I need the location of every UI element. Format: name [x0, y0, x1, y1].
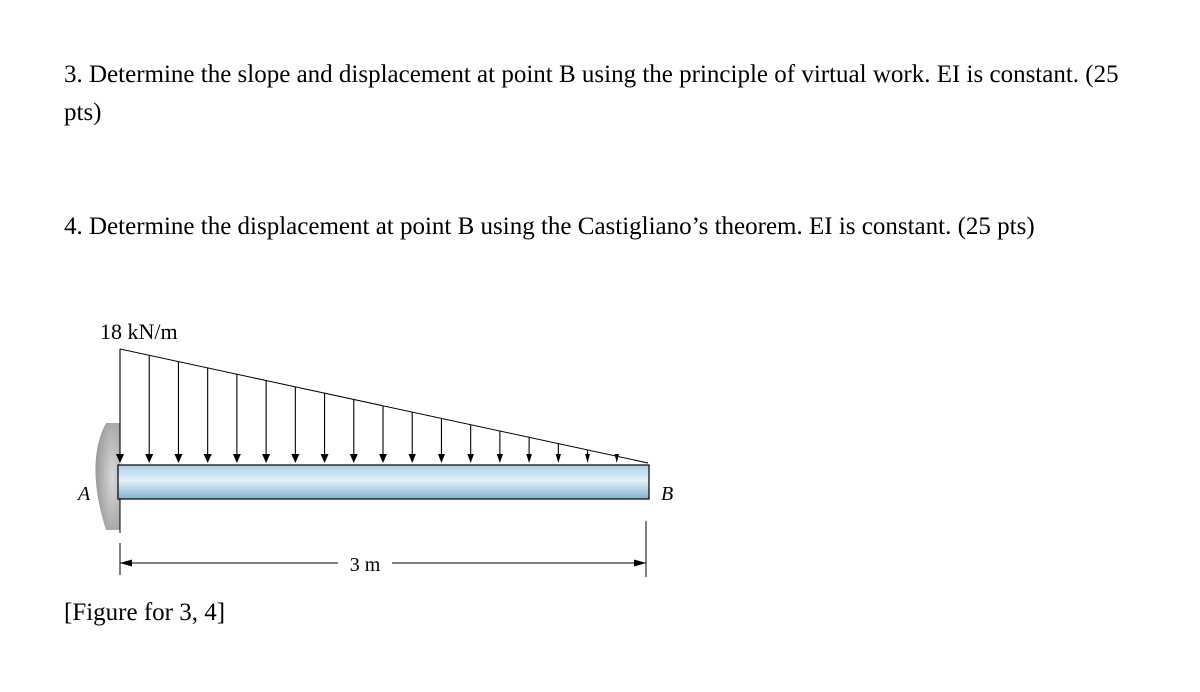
load-arrow-head [145, 454, 153, 463]
fixed-support-wall [95, 423, 120, 530]
dimension-arrow-right [634, 560, 646, 567]
figure-caption: [Figure for 3, 4] [64, 599, 226, 626]
load-arrow-head [291, 454, 299, 463]
load-arrow-head [615, 454, 619, 463]
load-arrow-head [556, 454, 561, 463]
load-arrow-head [233, 454, 241, 463]
load-arrow-head [321, 454, 329, 463]
distributed-load-arrows [116, 349, 619, 463]
load-arrow-head [497, 454, 503, 463]
load-arrow-head [409, 454, 416, 463]
load-arrow-head [174, 454, 182, 463]
point-B-label: B [661, 483, 674, 505]
load-arrow-head [526, 454, 532, 463]
load-arrow-head [350, 454, 358, 463]
load-arrow-head [438, 454, 445, 463]
load-diagram-top-edge [120, 349, 648, 463]
point-A-label: A [78, 483, 91, 505]
cantilever-beam-figure [60, 305, 700, 595]
load-arrow-head [262, 454, 270, 463]
load-intensity-label: 18 kN/m [100, 319, 178, 344]
dimension-arrow-left [120, 560, 132, 567]
span-length-label: 3 m [349, 554, 381, 576]
problem-3-text: 3. Determine the slope and displacement at point B using the principle of virtual work. EI is constant. (25 pts) [64, 61, 1119, 126]
load-arrow-head [467, 454, 474, 463]
load-arrow-head [379, 454, 387, 463]
load-arrow-head [585, 454, 590, 463]
load-arrow-head [204, 454, 212, 463]
problem-4-text: 4. Determine the displacement at point B using the Castigliano’s theorem. EI is constant. (25 pts) [64, 213, 1035, 240]
cantilever-beam [118, 465, 649, 499]
